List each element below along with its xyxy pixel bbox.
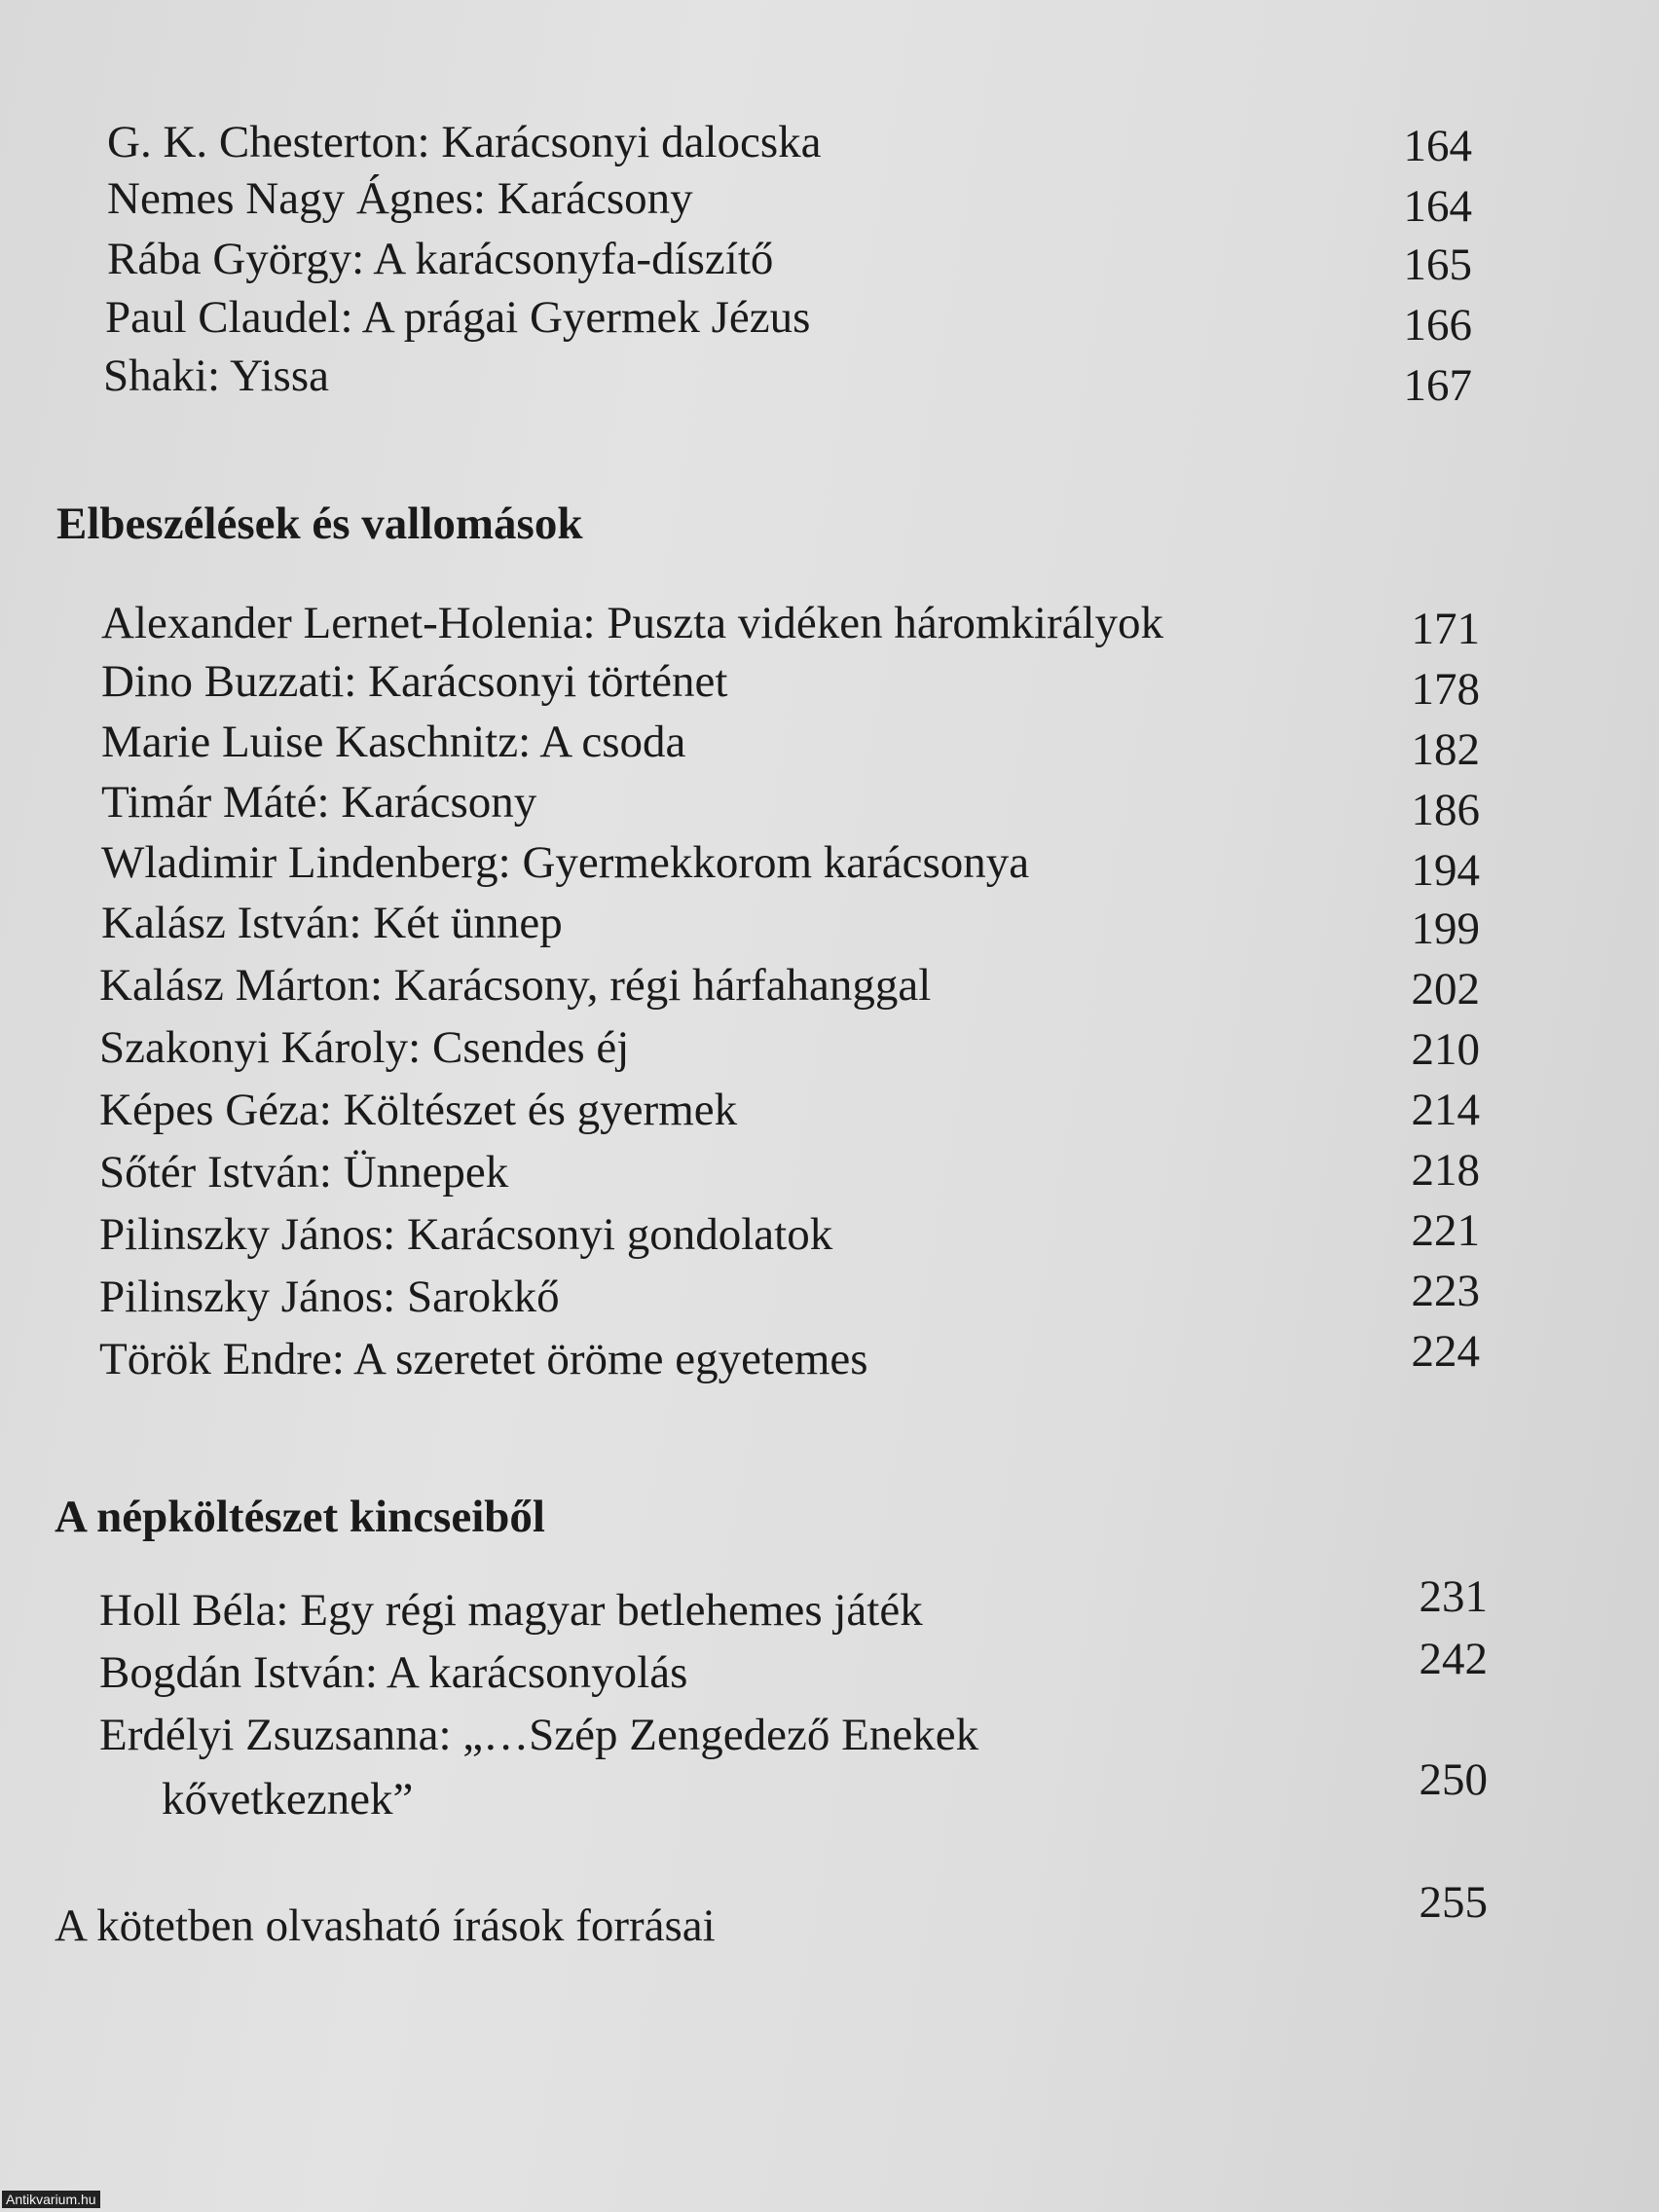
page-number: 165 bbox=[1403, 240, 1472, 290]
toc-entry-title-line2: kővetkeznek” bbox=[162, 1774, 414, 1825]
toc-entry-title: Paul Claudel: A prágai Gyermek Jézus bbox=[105, 292, 811, 343]
toc-entry-title: Shaki: Yissa bbox=[103, 350, 329, 401]
toc-entry-title: Nemes Nagy Ágnes: Karácsony bbox=[107, 173, 693, 224]
page-number: 167 bbox=[1403, 360, 1472, 411]
toc-entry-title: Sőtér István: Ünnepek bbox=[99, 1147, 509, 1198]
page-number: 202 bbox=[1411, 964, 1480, 1014]
toc-entry-title: Timár Máté: Karácsony bbox=[101, 777, 537, 828]
toc-entry-title: Kalász István: Két ünnep bbox=[101, 898, 563, 948]
page-number: 224 bbox=[1411, 1326, 1480, 1377]
toc-entry-title: G. K. Chesterton: Karácsonyi dalocska bbox=[107, 117, 822, 167]
watermark-label: Antikvarium.hu bbox=[2, 2191, 100, 2208]
toc-entry-title: Marie Luise Kaschnitz: A csoda bbox=[101, 717, 686, 767]
toc-entry-title: Dino Buzzati: Karácsonyi történet bbox=[101, 656, 728, 707]
page-number: 171 bbox=[1411, 604, 1480, 654]
page-number: 223 bbox=[1411, 1266, 1480, 1316]
toc-entry-title: Alexander Lernet-Holenia: Puszta vidéken háromkirályok bbox=[101, 598, 1164, 648]
toc-entry-title: A kötetben olvasható írások forrásai bbox=[55, 1900, 716, 1951]
toc-entry-title: Erdélyi Zsuzsanna: „…Szép Zengedező Enekek bbox=[99, 1710, 979, 1760]
page-number: 194 bbox=[1411, 845, 1480, 896]
page-number: 164 bbox=[1403, 121, 1472, 171]
section-heading: A népköltészet kincseiből bbox=[55, 1492, 545, 1542]
toc-entry-title: Holl Béla: Egy régi magyar betlehemes játék bbox=[99, 1585, 923, 1636]
toc-entry-title: Szakonyi Károly: Csendes éj bbox=[99, 1022, 630, 1073]
toc-entry-title: Török Endre: A szeretet öröme egyetemes bbox=[99, 1334, 868, 1384]
page-number: 250 bbox=[1419, 1754, 1488, 1805]
page-number: 166 bbox=[1403, 300, 1472, 350]
section-heading: Elbeszélések és vallomások bbox=[56, 498, 583, 549]
toc-entry-title: Képes Géza: Költészet és gyermek bbox=[99, 1085, 738, 1135]
page-number: 242 bbox=[1419, 1634, 1488, 1684]
toc-entry-title: Pilinszky János: Sarokkő bbox=[99, 1272, 560, 1322]
page-number: 210 bbox=[1411, 1024, 1480, 1075]
page-number: 214 bbox=[1411, 1085, 1480, 1135]
toc-entry-title: Rába György: A karácsonyfa-díszítő bbox=[107, 234, 774, 284]
page-number: 221 bbox=[1411, 1205, 1480, 1256]
page-number: 164 bbox=[1403, 181, 1472, 232]
page-number: 186 bbox=[1411, 785, 1480, 835]
toc-entry-title: Wladimir Lindenberg: Gyermekkorom karácsonya bbox=[101, 837, 1030, 888]
page-number: 218 bbox=[1411, 1145, 1480, 1196]
page-number: 199 bbox=[1411, 903, 1480, 954]
page-number: 182 bbox=[1411, 724, 1480, 775]
toc-entry-title: Kalász Márton: Karácsony, régi hárfahanggal bbox=[99, 960, 932, 1011]
toc-entry-title: Pilinszky János: Karácsonyi gondolatok bbox=[99, 1209, 833, 1260]
page-number: 178 bbox=[1411, 664, 1480, 715]
toc-entry-title: Bogdán István: A karácsonyolás bbox=[99, 1647, 688, 1698]
page-number: 231 bbox=[1419, 1571, 1488, 1622]
page-number: 255 bbox=[1419, 1877, 1488, 1928]
